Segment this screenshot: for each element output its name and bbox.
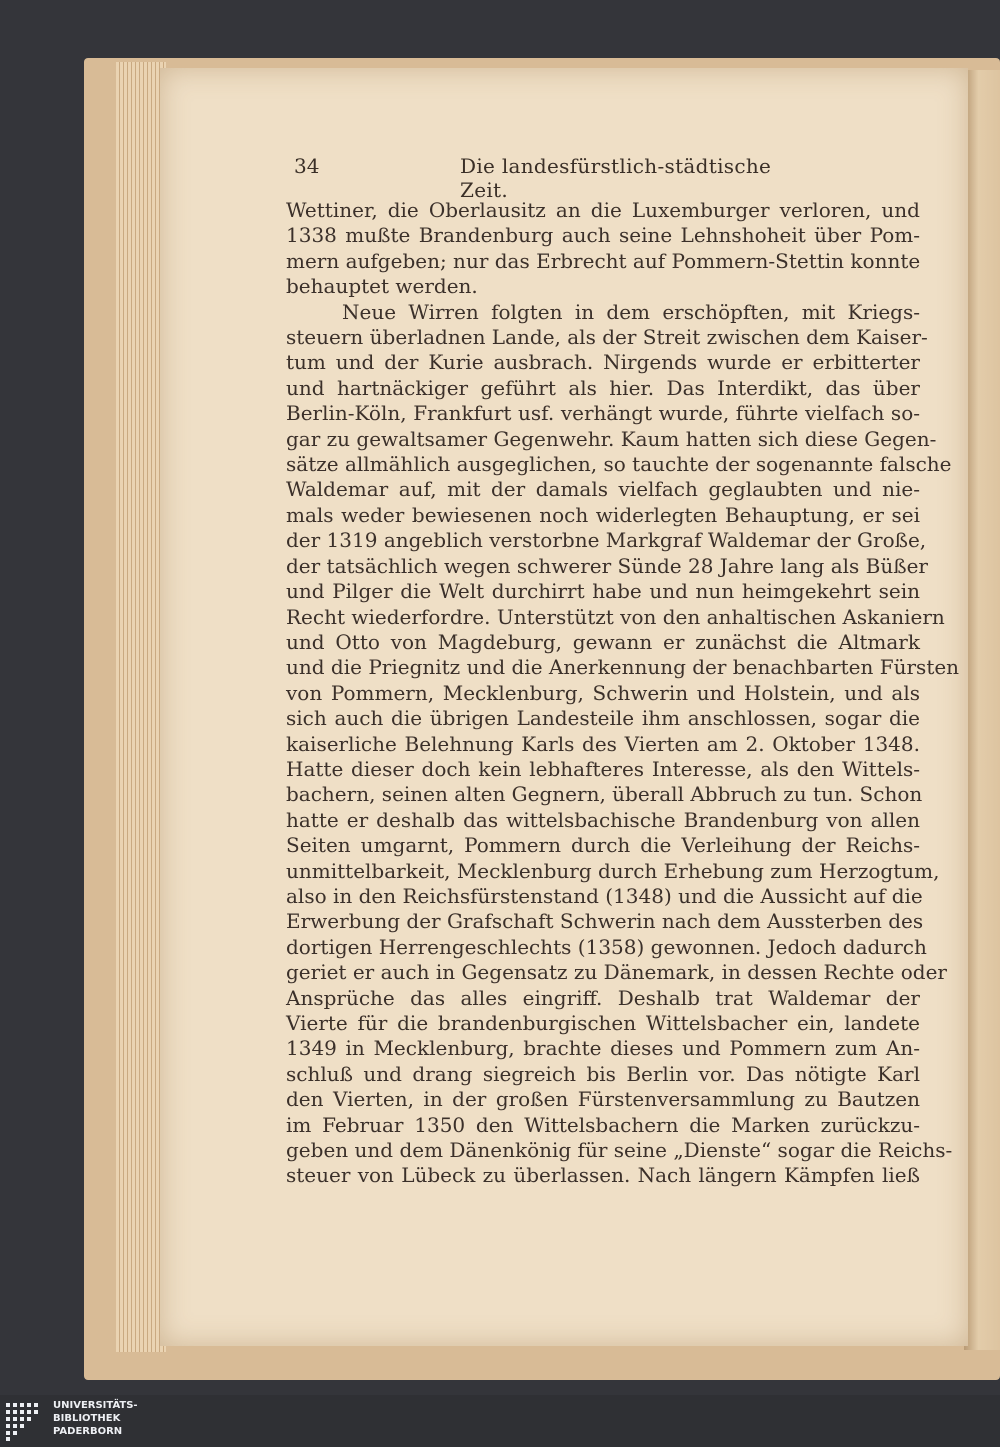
text-line: und die Priegnitz und die Anerkennung der benachbarten Fürsten: [286, 655, 960, 680]
text-line: geben und dem Dänenkönig für seine „Dienste“ sogar die Reichs-: [286, 1138, 953, 1163]
library-logo-icon: [4, 1401, 46, 1441]
text-line: Neue Wirren folgten in dem erschöpften, mit Kriegs-: [342, 299, 920, 324]
text-line: und Pilger die Welt durchirrt habe und nun heimgekehrt sein: [286, 579, 920, 604]
library-name-line: BIBLIOTHEK: [53, 1413, 121, 1424]
text-line: Erwerbung der Grafschaft Schwerin nach dem Aussterben des: [286, 909, 924, 934]
text-line: dortigen Herrengeschlechts (1358) gewonnen. Jedoch dadurch: [286, 934, 927, 959]
library-name: [53, 1399, 138, 1438]
library-name-line: UNIVERSITÄTS-: [53, 1400, 138, 1411]
body-text: [286, 198, 960, 1189]
text-line: Recht wiederfordre. Unterstützt von den anhaltischen Askaniern: [286, 604, 945, 629]
text-line: bachern, seinen alten Gegnern, überall Abbruch zu tun. Schon: [286, 782, 923, 807]
text-line: behauptet werden.: [286, 274, 478, 299]
text-line: der tatsächlich wegen schwerer Sünde 28 Jahre lang als Büßer: [286, 553, 928, 578]
text-line: den Vierten, in der großen Fürstenversammlung zu Bautzen: [286, 1087, 920, 1112]
text-line: und Otto von Magdeburg, gewann er zunächst die Altmark: [286, 629, 920, 654]
text-line: geriet er auch in Gegensatz zu Dänemark, in dessen Rechte oder: [286, 960, 947, 985]
text-line: Berlin-Köln, Frankfurt usf. verhängt wurde, führte vielfach so-: [286, 401, 920, 426]
page-header: [294, 148, 806, 202]
text-line: Wettiner, die Oberlausitz an die Luxemburger verloren, und: [286, 198, 920, 222]
text-line: Vierte für die brandenburgischen Wittelsbacher ein, landete: [286, 1011, 920, 1035]
text-line: Seiten umgarnt, Pommern durch die Verleihung der Reichs-: [286, 833, 920, 858]
text-line: sätze allmählich ausgeglichen, so tauchte der sogenannte falsche: [286, 452, 952, 477]
text-line: mern aufgeben; nur das Erbrecht auf Pommern-Stettin konnte: [286, 248, 921, 273]
text-line: mals weder bewiesenen noch widerlegten Behauptung, er sei: [286, 502, 920, 527]
text-line: steuern überladnen Lande, als der Streit zwischen dem Kaiser-: [286, 325, 928, 350]
text-line: hatte er deshalb das wittelsbachische Brandenburg von allen: [286, 807, 920, 832]
text-line: steuer von Lübeck zu überlassen. Nach längern Kämpfen ließ: [286, 1163, 920, 1188]
text-line: unmittelbarkeit, Mecklenburg durch Erhebung zum Herzogtum,: [286, 858, 940, 883]
text-line: gar zu gewaltsamer Gegenwehr. Kaum hatten sich diese Gegen-: [286, 426, 937, 451]
library-footer: [0, 1395, 1000, 1447]
text-line: also in den Reichsfürstenstand (1348) und die Aussicht auf die: [286, 883, 923, 908]
facing-page-edge: [964, 70, 1000, 1350]
text-line: 1349 in Mecklenburg, brachte dieses und Pommern zum An-: [286, 1036, 920, 1061]
text-line: tum und der Kurie ausbrach. Nirgends wurde er erbitterter: [286, 350, 920, 375]
text-line: im Februar 1350 den Wittelsbachern die Marken zurückzu-: [286, 1112, 920, 1137]
page-edges: [116, 62, 166, 1352]
text-line: der 1319 angeblich verstorbne Markgraf Waldemar der Große,: [286, 528, 927, 553]
text-line: von Pommern, Mecklenburg, Schwerin und Holstein, und als: [286, 680, 920, 705]
text-line: und hartnäckiger geführt als hier. Das Interdikt, das über: [286, 375, 920, 400]
text-line: Hatte dieser doch kein lebhafteres Interesse, als den Wittels-: [286, 756, 920, 781]
text-line: schluß und drang siegreich bis Berlin vor. Das nötigte Karl: [286, 1061, 920, 1086]
text-line: Waldemar auf, mit der damals vielfach geglaubten und nie-: [286, 477, 920, 502]
library-name-line: PADERBORN: [53, 1426, 123, 1437]
running-head: Die landesfürstlich-städtische Zeit.: [460, 154, 772, 202]
text-line: sich auch die übrigen Landesteile ihm anschlossen, sogar die: [286, 706, 920, 731]
text-line: 1338 mußte Brandenburg auch seine Lehnshoheit über Pom-: [286, 223, 920, 248]
text-line: kaiserliche Belehnung Karls des Vierten am 2. Oktober 1348.: [286, 731, 920, 756]
page-number: 34: [294, 154, 320, 178]
text-line: Ansprüche das alles eingriff. Deshalb trat Waldemar der: [286, 985, 920, 1010]
